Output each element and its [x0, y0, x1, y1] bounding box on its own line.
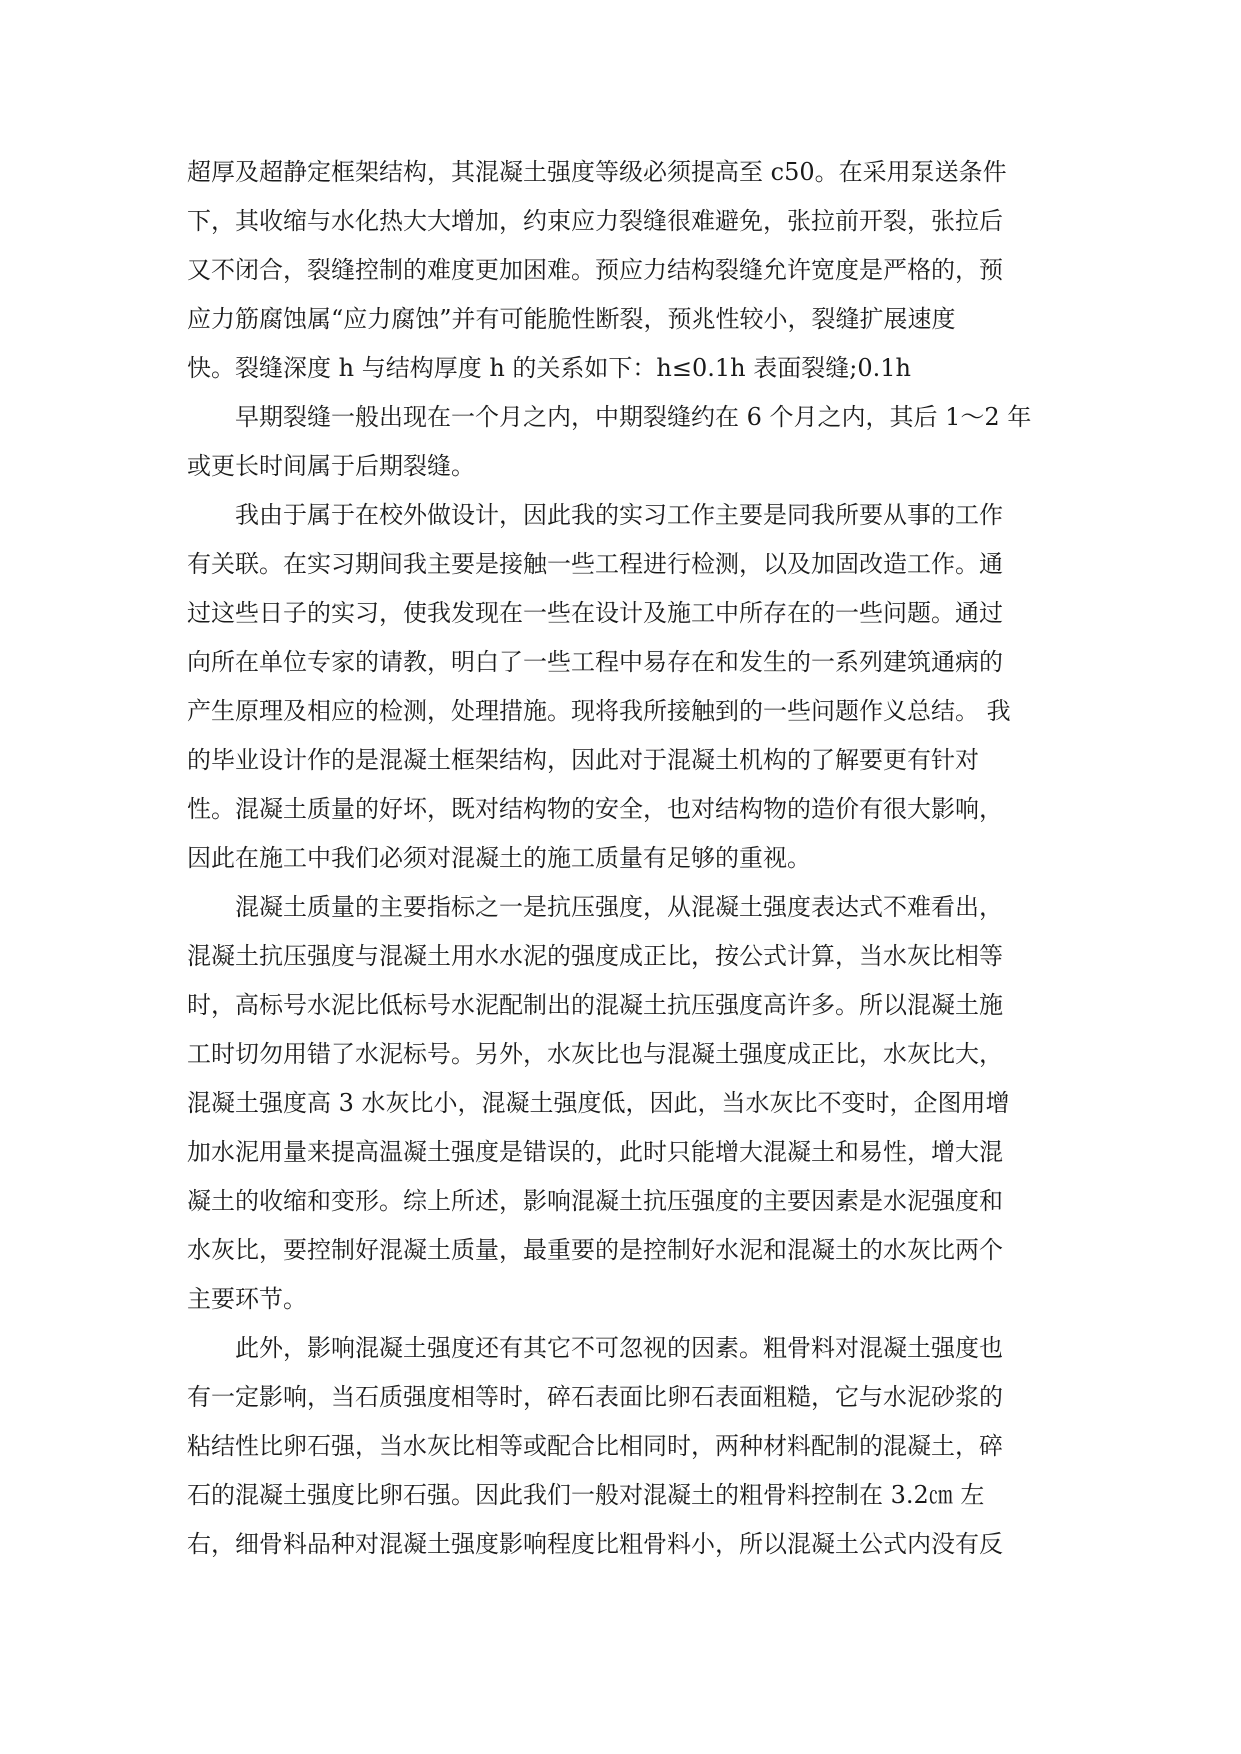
text-line: 凝土的收缩和变形。综上所述，影响混凝土抗压强度的主要因素是水泥强度和 [187, 1187, 1003, 1215]
text-line: 右，细骨料品种对混凝土强度影响程度比粗骨料小，所以混凝土公式内没有反 [187, 1530, 1003, 1558]
text-line: 过这些日子的实习，使我发现在一些在设计及施工中所存在的一些问题。通过 [187, 599, 1003, 627]
text-line: 有关联。在实习期间我主要是接触一些工程进行检测，以及加固改造工作。通 [187, 550, 1003, 578]
text-line: 时，高标号水泥比低标号水泥配制出的混凝土抗压强度高许多。所以混凝土施 [187, 991, 1003, 1019]
text-line: 的毕业设计作的是混凝土框架结构，因此对于混凝土机构的了解要更有针对 [187, 746, 979, 774]
text-line: 快。裂缝深度 h 与结构厚度 h 的关系如下：h≤0.1h 表面裂缝;0.1h [187, 354, 911, 382]
text-line: 因此在施工中我们必须对混凝土的施工质量有足够的重视。 [187, 844, 811, 872]
text-line: 我由于属于在校外做设计，因此我的实习工作主要是同我所要从事的工作 [235, 501, 1003, 529]
text-line: 水灰比，要控制好混凝土质量，最重要的是控制好水泥和混凝土的水灰比两个 [187, 1236, 1003, 1264]
text-line: 此外，影响混凝土强度还有其它不可忽视的因素。粗骨料对混凝土强度也 [235, 1334, 1003, 1362]
text-line: 下，其收缩与水化热大大增加，约束应力裂缝很难避免，张拉前开裂，张拉后 [187, 207, 1003, 235]
text-line: 或更长时间属于后期裂缝。 [187, 452, 475, 480]
text-line: 性。混凝土质量的好坏，既对结构物的安全，也对结构物的造价有很大影响， [187, 795, 1003, 823]
text-line: 粘结性比卵石强，当水灰比相等或配合比相同时，两种材料配制的混凝土，碎 [187, 1432, 1003, 1460]
text-line: 主要环节。 [187, 1285, 307, 1313]
text-line: 超厚及超静定框架结构，其混凝土强度等级必须提高至 c50。在采用泵送条件 [187, 158, 1007, 186]
text-line: 混凝土抗压强度与混凝土用水水泥的强度成正比，按公式计算，当水灰比相等 [187, 942, 1003, 970]
text-line: 应力筋腐蚀属“应力腐蚀”并有可能脆性断裂，预兆性较小，裂缝扩展速度 [187, 305, 956, 333]
text-line: 产生原理及相应的检测，处理措施。现将我所接触到的一些问题作义总结。 我 [187, 697, 1011, 725]
text-line: 加水泥用量来提高温凝土强度是错误的，此时只能增大混凝土和易性，增大混 [187, 1138, 1003, 1166]
text-line: 混凝土强度高 3 水灰比小，混凝土强度低，因此，当水灰比不变时，企图用增 [187, 1089, 1010, 1117]
text-line: 工时切勿用错了水泥标号。另外，水灰比也与混凝土强度成正比，水灰比大， [187, 1040, 1003, 1068]
text-line: 有一定影响，当石质强度相等时，碎石表面比卵石表面粗糙，它与水泥砂浆的 [187, 1383, 1003, 1411]
text-line: 向所在单位专家的请教，明白了一些工程中易存在和发生的一系列建筑通病的 [187, 648, 1003, 676]
text-line: 混凝土质量的主要指标之一是抗压强度，从混凝土强度表达式不难看出， [235, 893, 1003, 921]
text-line: 石的混凝土强度比卵石强。因此我们一般对混凝土的粗骨料控制在 3.2㎝ 左 [187, 1481, 985, 1509]
text-line: 又不闭合，裂缝控制的难度更加困难。预应力结构裂缝允许宽度是严格的，预 [187, 256, 1003, 284]
text-line: 早期裂缝一般出现在一个月之内，中期裂缝约在 6 个月之内，其后 1～2 年 [235, 403, 1032, 431]
